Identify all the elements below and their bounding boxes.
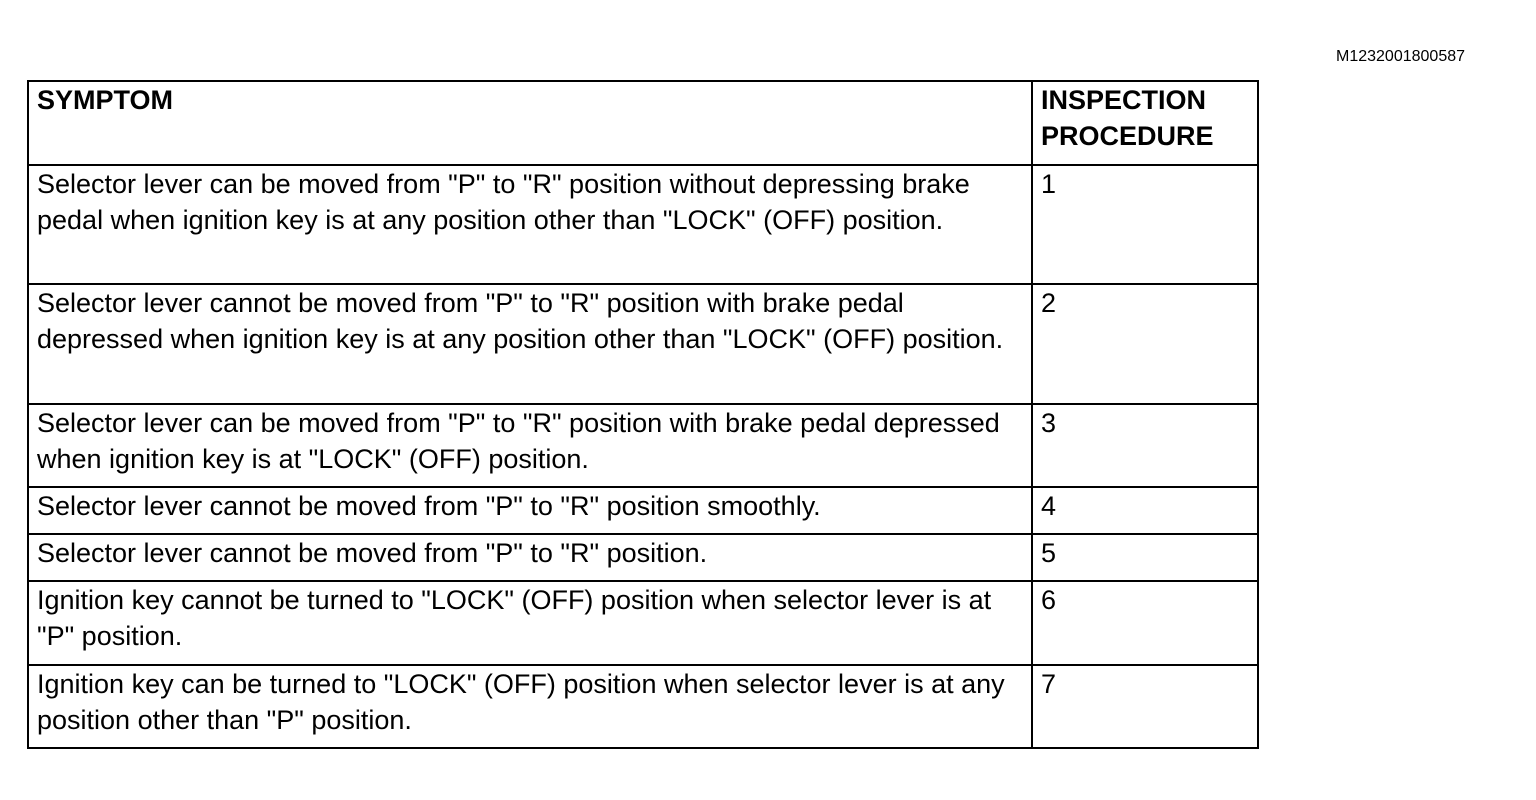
table-row	[28, 665, 1258, 748]
procedure-cell: 6	[1032, 581, 1258, 665]
symptom-table	[27, 80, 1259, 749]
symptom-cell: Selector lever cannot be moved from "P" to "R" position with brake pedal depressed when ignition key is at any position other than "LOCK" (OFF) position.	[28, 284, 1032, 404]
symptom-cell: Ignition key can be turned to "LOCK" (OFF) position when selector lever is at any position other than "P" position.	[28, 665, 1032, 748]
symptom-cell: Selector lever cannot be moved from "P" to "R" position smoothly.	[28, 487, 1032, 534]
table-row	[28, 487, 1258, 534]
procedure-cell: 3	[1032, 404, 1258, 487]
procedure-cell: 2	[1032, 284, 1258, 404]
procedure-cell: 5	[1032, 534, 1258, 581]
procedure-header-line2: PROCEDURE	[1041, 121, 1214, 151]
procedure-cell: 4	[1032, 487, 1258, 534]
symptom-cell: Selector lever can be moved from "P" to "R" position without depressing brake pedal when ignition key is at any position other than "LOCK" (OFF) position.	[28, 165, 1032, 284]
symptom-header: SYMPTOM	[28, 81, 1032, 165]
procedure-cell: 1	[1032, 165, 1258, 284]
procedure-header-line1: INSPECTION	[1041, 85, 1207, 115]
inspection-procedure-header	[1032, 81, 1258, 165]
table-row	[28, 165, 1258, 284]
table-row	[28, 581, 1258, 665]
symptom-cell: Selector lever can be moved from "P" to "R" position with brake pedal depressed when ignition key is at "LOCK" (OFF) position.	[28, 404, 1032, 487]
symptom-cell: Ignition key cannot be turned to "LOCK" (OFF) position when selector lever is at "P" position.	[28, 581, 1032, 665]
table-row	[28, 404, 1258, 487]
table-header-row	[28, 81, 1258, 165]
table-row	[28, 534, 1258, 581]
symptom-cell: Selector lever cannot be moved from "P" to "R" position.	[28, 534, 1032, 581]
table-row	[28, 284, 1258, 404]
procedure-cell: 7	[1032, 665, 1258, 748]
document-id: M1232001800587	[1336, 48, 1466, 65]
